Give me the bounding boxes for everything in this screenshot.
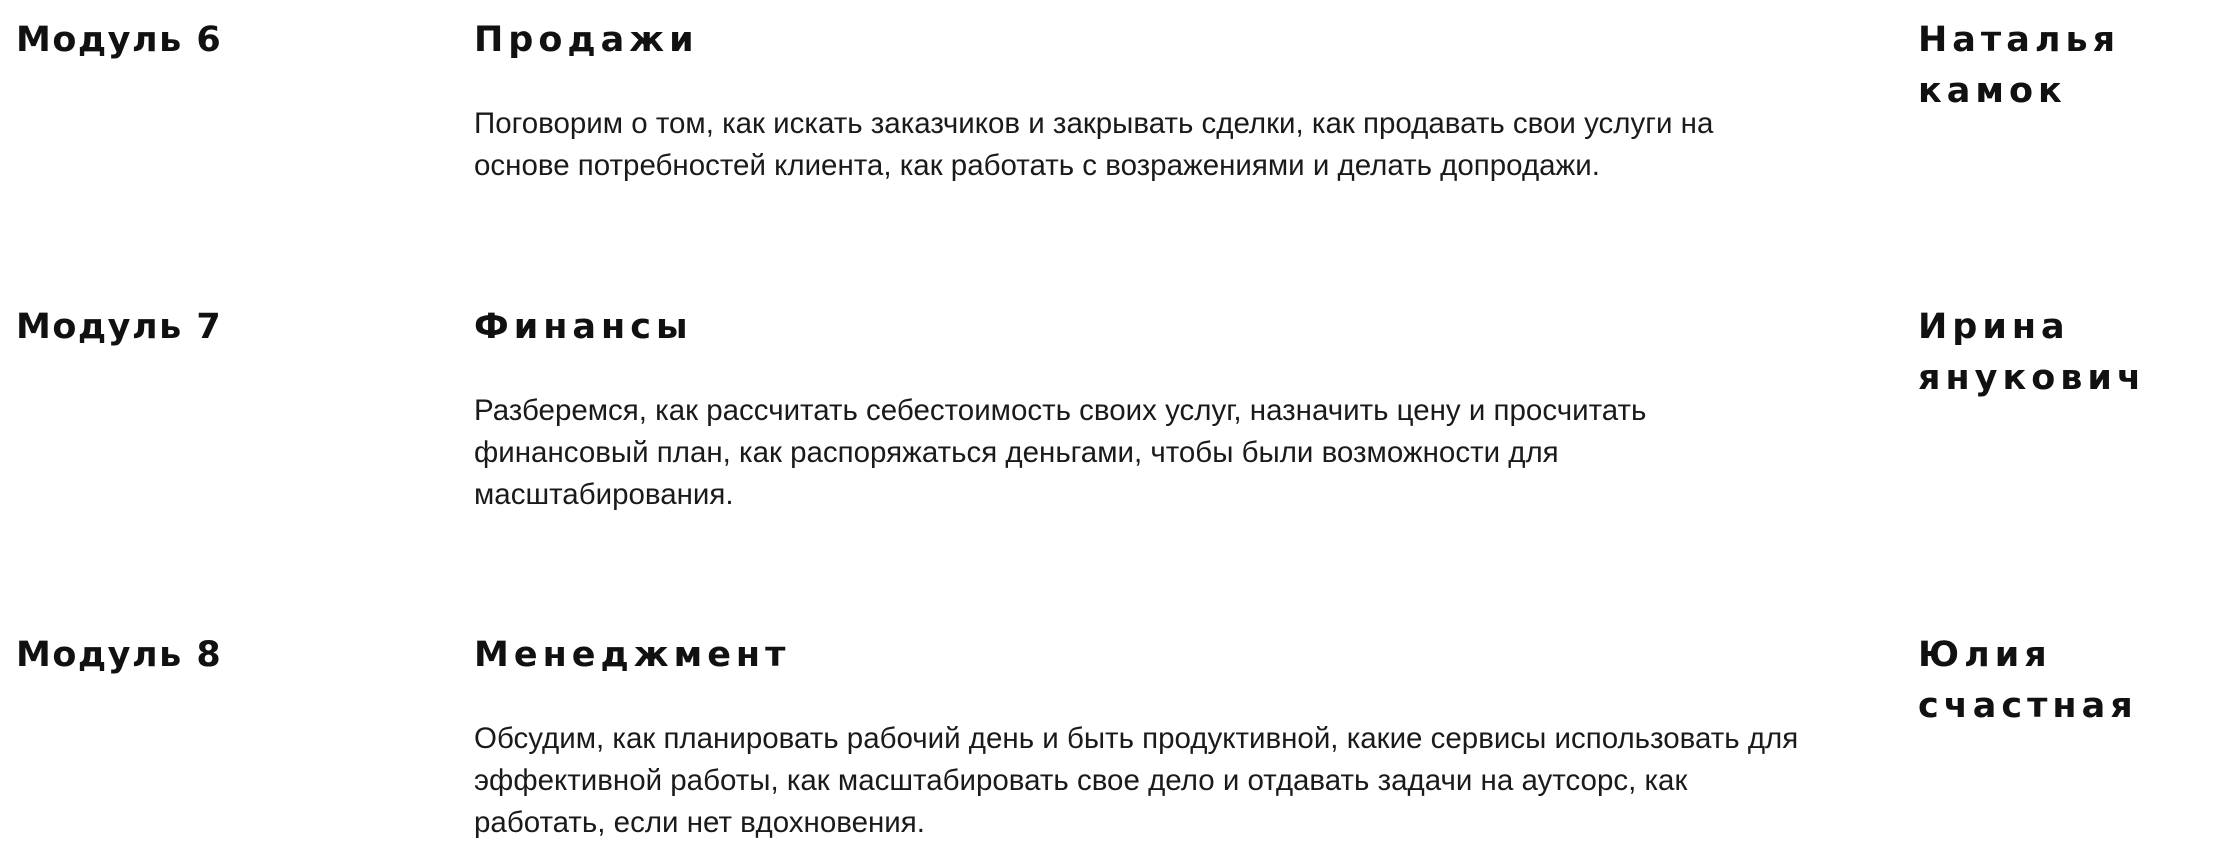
description-line: основе потребностей клиента, как работать с возражениями и делать допродажи.: [474, 149, 1600, 182]
description-line: эффективной работы, как масштабировать свое дело и отдавать задачи на аутсорс, как: [474, 764, 1688, 797]
module-author: [1918, 15, 2120, 117]
author-last-name: счастная: [1918, 686, 2138, 726]
author-first-name: Юлия: [1918, 635, 2052, 675]
module-number: Модуль 7: [16, 307, 223, 347]
module-author: [1918, 630, 2138, 732]
description-line: работать, если нет вдохновения.: [474, 806, 925, 839]
module-number: Модуль 8: [16, 635, 223, 675]
module-author: [1918, 302, 2146, 404]
author-last-name: камок: [1918, 71, 2067, 111]
module-title: Продажи: [474, 20, 699, 60]
description-line: Обсудим, как планировать рабочий день и быть продуктивной, какие сервисы использовать для: [474, 722, 1799, 755]
author-first-name: Наталья: [1918, 20, 2121, 60]
author-last-name: янукович: [1918, 358, 2146, 398]
module-title: Финансы: [474, 307, 693, 347]
description-line: финансовый план, как распоряжаться деньгами, чтобы были возможности для: [474, 436, 1559, 469]
module-title: Менеджмент: [474, 635, 791, 675]
module-description: [474, 390, 1844, 516]
author-first-name: Ирина: [1918, 307, 2070, 347]
description-line: Поговорим о том, как искать заказчиков и закрывать сделки, как продавать свои услуги на: [474, 107, 1714, 140]
description-line: Разберемся, как рассчитать себестоимость своих услуг, назначить цену и просчитать: [474, 394, 1647, 427]
description-line: масштабирования.: [474, 478, 734, 511]
module-number: Модуль 6: [16, 20, 223, 60]
module-description: [474, 103, 1844, 187]
module-description: [474, 718, 1844, 844]
